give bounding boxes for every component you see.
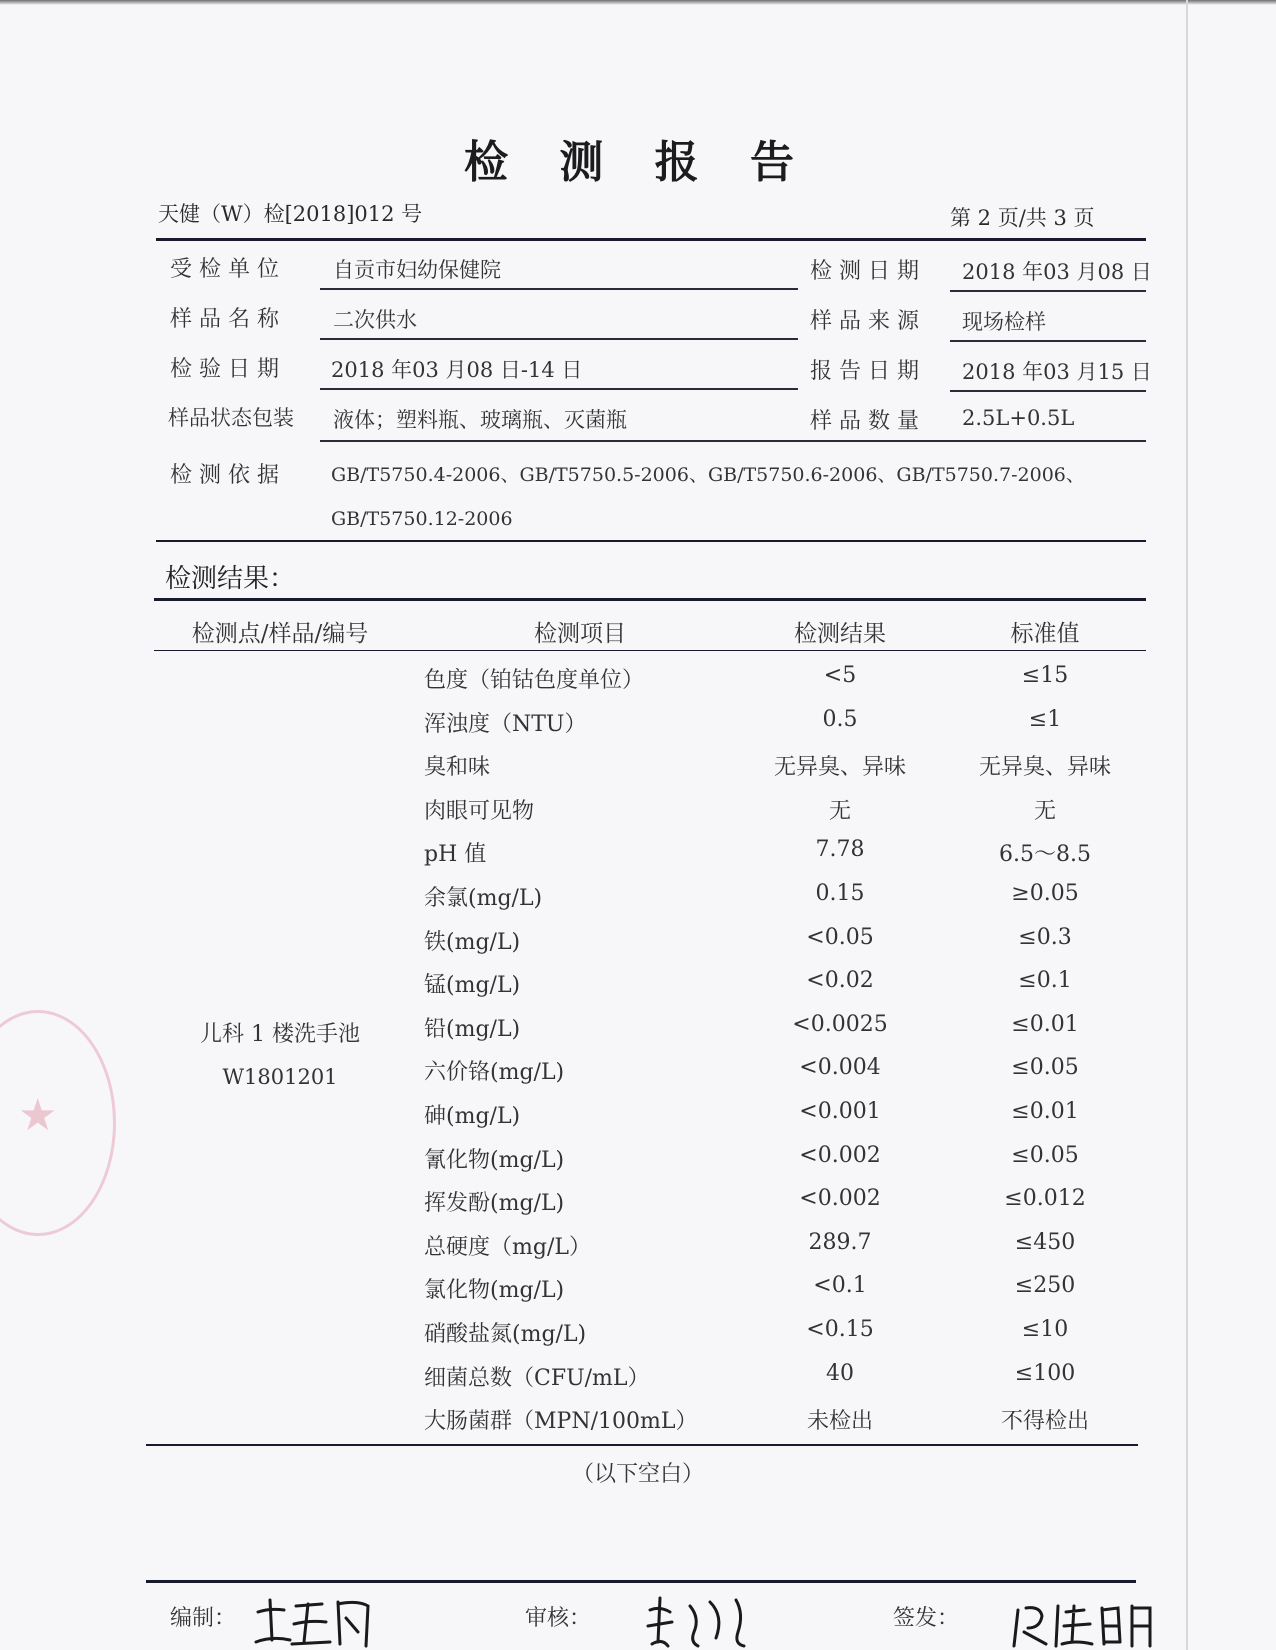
- report-date-value: 2018 年03 月15 日: [962, 360, 1152, 384]
- sample-code: W1801201: [222, 1065, 338, 1089]
- issued-signature: [1010, 1598, 1160, 1650]
- header-standard: 标准值: [1010, 621, 1080, 647]
- inspect-date-underline: [320, 388, 798, 390]
- table-top-rule: [154, 598, 1146, 601]
- prepared-signature: [250, 1592, 380, 1650]
- prepared-label: 编制：: [170, 1606, 237, 1631]
- result-value: <0.004: [799, 1055, 881, 1080]
- result-value: <0.05: [806, 925, 874, 950]
- result-item: 挥发酚(mg/L): [424, 1191, 565, 1216]
- standard-value: ≤0.01: [1011, 1012, 1079, 1037]
- basis-label: 检 测 依 据: [170, 463, 279, 488]
- test-date-underline: [950, 290, 1146, 292]
- standard-value: ≤250: [1014, 1273, 1076, 1298]
- result-item: 氰化物(mg/L): [424, 1148, 565, 1173]
- standard-value: ≤450: [1014, 1230, 1076, 1255]
- result-value: <0.15: [806, 1317, 874, 1342]
- standard-value: ≤0.05: [1011, 1143, 1079, 1168]
- seal-star-icon: ★: [18, 1090, 58, 1141]
- client-value: 自贡市妇幼保健院: [333, 258, 501, 282]
- report-date-underline: [950, 390, 1146, 392]
- report-number: 天健（W）检[2018]012 号: [158, 202, 423, 226]
- result-value: 未检出: [806, 1409, 873, 1434]
- basis-line-1: GB/T5750.4-2006、GB/T5750.5-2006、GB/T5750.6-2006、GB/T5750.7-2006、: [331, 464, 1085, 486]
- standard-value: 不得检出: [1000, 1409, 1089, 1434]
- page-right-edge: [1186, 0, 1188, 1650]
- result-value: 0.15: [815, 881, 865, 906]
- header-sample: 检测点/样品/编号: [191, 621, 369, 647]
- result-value: <0.002: [799, 1186, 881, 1211]
- result-value: 7.78: [815, 837, 865, 862]
- result-item: 余氯(mg/L): [424, 886, 543, 911]
- page-title: 检 测 报 告: [464, 137, 812, 188]
- info-divider: [320, 440, 1146, 442]
- sample-source-label: 样 品 来 源: [810, 309, 919, 334]
- standard-value: ≤15: [1021, 663, 1069, 688]
- result-item: 铁(mg/L): [424, 930, 521, 955]
- client-label: 受 检 单 位: [170, 257, 279, 282]
- results-title: 检测结果：: [165, 564, 296, 594]
- sample-name-underline: [320, 338, 798, 340]
- result-value: <5: [823, 663, 857, 688]
- quantity-label: 样 品 数 量: [810, 409, 919, 434]
- result-item: 浑浊度（NTU）: [424, 712, 587, 737]
- table-header-rule: [154, 650, 1146, 651]
- inspect-date-value: 2018 年03 月08 日-14 日: [331, 358, 583, 382]
- sample-source-value: 现场检样: [962, 310, 1046, 334]
- standard-value: ≥0.05: [1011, 881, 1079, 906]
- result-item: 细菌总数（CFU/mL）: [424, 1366, 650, 1391]
- result-item: 臭和味: [424, 755, 491, 780]
- standard-value: ≤100: [1014, 1361, 1076, 1386]
- test-date-label: 检 测 日 期: [810, 259, 919, 284]
- result-value: 0.5: [822, 707, 858, 732]
- issued-label: 签发：: [893, 1606, 960, 1631]
- result-value: <0.002: [799, 1143, 881, 1168]
- test-date-value: 2018 年03 月08 日: [962, 260, 1152, 284]
- client-underline: [320, 288, 798, 290]
- result-value: 289.7: [808, 1230, 872, 1255]
- result-item: 铅(mg/L): [424, 1017, 521, 1042]
- sample-location: 儿科 1 楼洗手池: [200, 1022, 360, 1047]
- result-value: 无异臭、异味: [773, 755, 906, 780]
- result-item: 色度（铂钴色度单位）: [424, 668, 645, 693]
- result-value: 无: [828, 799, 851, 824]
- standard-value: ≤0.01: [1011, 1099, 1079, 1124]
- header-result: 检测结果: [794, 621, 886, 647]
- standard-value: ≤0.05: [1011, 1055, 1079, 1080]
- result-value: <0.1: [813, 1273, 867, 1298]
- table-bottom-rule: [146, 1444, 1138, 1446]
- result-item: pH 值: [424, 842, 487, 867]
- reviewed-signature: [640, 1592, 760, 1650]
- result-item: 总硬度（mg/L）: [424, 1235, 591, 1260]
- blank-below-note: （以下空白）: [571, 1462, 704, 1487]
- header-top-rule: [156, 238, 1146, 241]
- standard-value: ≤0.3: [1018, 925, 1072, 950]
- result-item: 肉眼可见物: [424, 799, 535, 824]
- page-indicator: 第 2 页/共 3 页: [950, 206, 1095, 230]
- result-item: 氯化物(mg/L): [424, 1278, 565, 1303]
- reviewed-label: 审核：: [525, 1606, 592, 1631]
- result-item: 砷(mg/L): [424, 1104, 521, 1129]
- info-bottom-rule: [156, 540, 1146, 542]
- standard-value: 无异臭、异味: [978, 755, 1111, 780]
- header-item: 检测项目: [534, 621, 626, 647]
- result-value: 40: [826, 1361, 854, 1386]
- package-value: 液体；塑料瓶、玻璃瓶、灭菌瓶: [333, 408, 627, 432]
- standard-value: ≤10: [1021, 1317, 1069, 1342]
- sample-source-underline: [950, 340, 1146, 342]
- sample-name-value: 二次供水: [333, 308, 417, 332]
- basis-line-2: GB/T5750.12-2006: [331, 508, 513, 530]
- standard-value: 无: [1033, 799, 1056, 824]
- standard-value: ≤0.1: [1018, 968, 1072, 993]
- result-item: 大肠菌群（MPN/100mL）: [424, 1409, 698, 1434]
- result-value: <0.02: [806, 968, 874, 993]
- sample-name-label: 样 品 名 称: [170, 307, 279, 332]
- result-item: 六价铬(mg/L): [424, 1060, 565, 1085]
- result-value: <0.001: [799, 1099, 881, 1124]
- result-item: 锰(mg/L): [424, 973, 521, 998]
- signature-rule: [146, 1580, 1136, 1583]
- quantity-value: 2.5L+0.5L: [962, 406, 1075, 430]
- page-top-edge: [0, 0, 1276, 5]
- package-label: 样品状态包装: [168, 406, 294, 430]
- result-item: 硝酸盐氮(mg/L): [424, 1322, 587, 1347]
- standard-value: 6.5～8.5: [999, 842, 1091, 867]
- inspect-date-label: 检 验 日 期: [170, 357, 279, 382]
- standard-value: ≤1: [1028, 707, 1062, 732]
- standard-value: ≤0.012: [1004, 1186, 1086, 1211]
- result-value: <0.0025: [792, 1012, 888, 1037]
- report-date-label: 报 告 日 期: [810, 359, 919, 384]
